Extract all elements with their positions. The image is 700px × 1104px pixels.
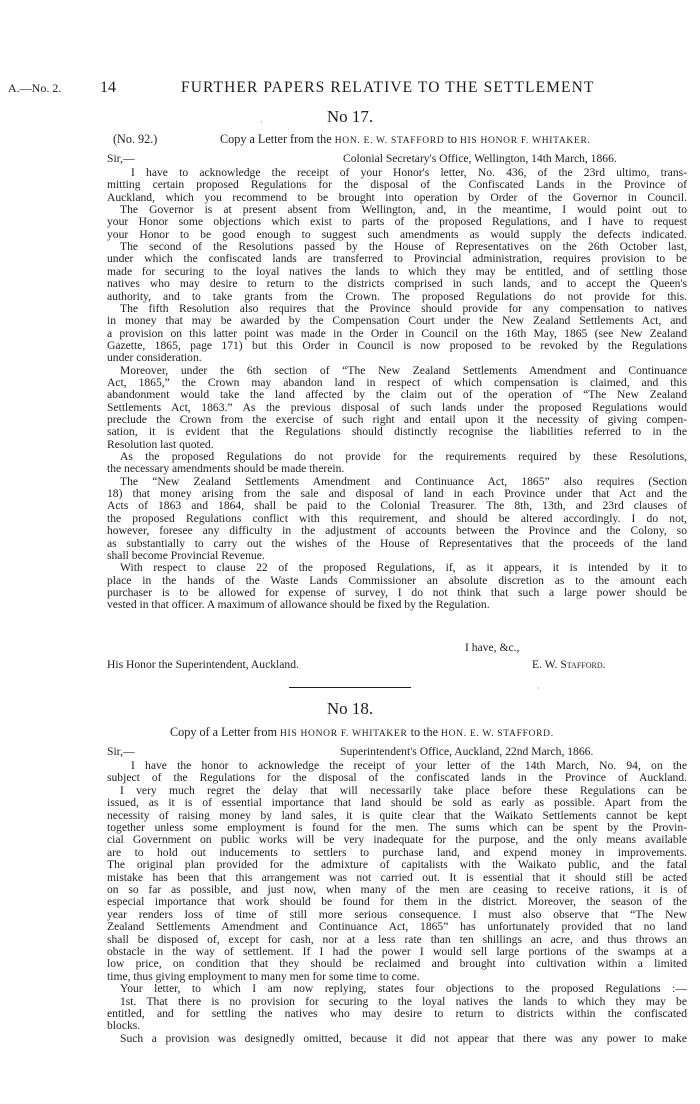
body-line: Settlements Act, 1863.” As the previous disposal of such lands under the proposed Regulations would bbox=[107, 400, 687, 414]
body-line: Your letter, to which I am now replying, states four objections to the proposed Regulations :— bbox=[120, 982, 687, 996]
body-line: on so far as possible, and just now, when many of the men are ceasing to receive rations, it is of bbox=[107, 883, 687, 896]
body-line: I very much regret the delay that will necessarily take place before these Regulations can be bbox=[120, 783, 687, 797]
running-title: FURTHER PAPERS RELATIVE TO THE SETTLEMENT bbox=[181, 79, 595, 96]
body-line: Acts of 1863 and 1864, shall be paid to the Colonial Treasurer. The 8th, 13th, and 23rd clauses of bbox=[107, 499, 687, 513]
body-line: the proposed Regulations conflict with this requirement, and should be altered accordingly. I do not, bbox=[107, 511, 687, 525]
body-line: 1st. That there is no provision for securing to the loyal natives the lands to which they may be bbox=[120, 994, 687, 1008]
body-line: preclude the Crown from the exercise of such right and entail upon it the necessity of giving compen- bbox=[107, 413, 687, 426]
body-line: The “New Zealand Settlements Amendment and Continuance Act, 1865” also requires (Section bbox=[120, 474, 687, 488]
body-line: necessity of raising money by land sales, it is quite clear that the Waikato Settlements cannot be kept bbox=[107, 808, 687, 822]
stray-mark: · bbox=[537, 684, 540, 693]
body-line: under consideration. bbox=[107, 351, 202, 365]
body-line: your Honor some objections which exist to parts of the proposed Regulations, and I have to request bbox=[107, 215, 687, 229]
body-line: as substantially to carry out the wishes of the House of Representatives that the proceeds of the land bbox=[107, 536, 687, 550]
body-line: abandonment would take the land affected by the claim out of the operation of “The New Zealand bbox=[107, 388, 687, 402]
body-line: issued, as it is of essential importance that land should be sold as early as possible. Apart from the bbox=[107, 796, 687, 810]
body-line: however, foresee any difficulty in the adjustment of accounts between the Province and the Colony, so bbox=[107, 524, 687, 538]
stray-mark: · bbox=[260, 118, 263, 127]
letter-17-caption: Copy a Letter from the HON. E. W. STAFFORD to HIS HONOR F. WHITAKER. bbox=[220, 132, 591, 146]
body-line: The fifth Resolution also requires that the Province should provide for any compensation to natives bbox=[120, 301, 687, 315]
body-line: cial Government on public works will be very inadequate for the purpose, and the only means available bbox=[107, 833, 687, 847]
body-line: I have the honor to acknowledge the receipt of your letter of the 14th March, No. 94, on the bbox=[131, 759, 687, 772]
body-line: With respect to clause 22 of the proposed Regulations, if, as it appears, it is intended by it to bbox=[120, 561, 687, 575]
letter-18-salutation: Sir,— bbox=[107, 745, 135, 758]
body-line: Zealand Settlements Amendment and Continuance Act, 1865” has unfortunately provided that no land bbox=[107, 920, 687, 934]
body-line: the necessary amendments should be made therein. bbox=[107, 462, 345, 476]
body-line: Moreover, under the 6th section of “The New Zealand Settlements Amendment and Continuance bbox=[120, 363, 687, 377]
letter-17-from: HON. E. W. STAFFORD bbox=[334, 136, 445, 146]
body-line: in money that may be awarded by the Compensation Court under the New Zealand Settlements Act, and bbox=[107, 314, 687, 328]
body-line: made for securing to the loyal natives the lands to which they may be entitled, and of settling those bbox=[107, 264, 687, 278]
letter-number-18: No 18. bbox=[326, 699, 374, 718]
body-line: shall become Provincial Revenue. bbox=[107, 548, 265, 562]
body-line: together unless some employment is found for the men. The sums which can be spent by the Provin- bbox=[107, 821, 687, 834]
body-line: shall be disposed of, except for cash, nor at a less rate than ten shillings an acre, and thus throws an bbox=[107, 932, 687, 946]
letter-number-17: No 17. bbox=[326, 107, 374, 126]
body-line: time, thus giving employment to many men for some time to come. bbox=[107, 969, 420, 983]
body-line: mistake has been that this arrangement was not carried out. It is essential that it should still be acted bbox=[107, 870, 687, 884]
letter-17-ref: (No. 92.) bbox=[113, 132, 158, 146]
letter-18-to: HON. E. W. STAFFORD. bbox=[441, 729, 554, 739]
body-line: purchaser is to be allowed for expense of survey, I do not think that such a large power should be bbox=[107, 585, 687, 599]
body-line: your Honor to be good enough to suggest such amendments as would supply the defects indicated. bbox=[107, 227, 687, 241]
body-line: 18) that money arising from the sale and disposal of land in each Province under that Act and the bbox=[107, 487, 687, 501]
body-line: The original plan provided for the admixture of capitalists with the Waikato public, and the fatal bbox=[107, 858, 687, 872]
page-number: 14 bbox=[100, 79, 116, 96]
body-line: year renders loss of time of still more serious consequence. I must also observe that “The New bbox=[107, 907, 687, 921]
body-line: especial importance that work should be found for them in the district. Moreover, the season of the bbox=[107, 895, 687, 909]
body-line: Resolution last quoted. bbox=[107, 437, 214, 451]
body-line: vested in that officer. A maximum of allowance should be fixed by the Regulation. bbox=[107, 598, 490, 612]
letter-18-caption: Copy of a Letter from HIS HONOR F. WHITAKER to the HON. E. W. STAFFORD. bbox=[170, 725, 554, 739]
letter-17-to: HIS HONOR F. WHITAKER. bbox=[459, 136, 591, 146]
body-line: I have to acknowledge the receipt of your Honor's letter, No. 436, of the 23rd ultimo, trans- bbox=[131, 166, 687, 179]
body-line: under which the confiscated lands are transferred to Provincial administration, requires provision to be bbox=[107, 252, 687, 266]
body-line: Act, 1865,” the Crown may abandon land in respect of which compensation is claimed, and this bbox=[107, 375, 687, 389]
body-line: mitting certain proposed Regulations for the disposal of the Confiscated Lands in the Province of bbox=[107, 178, 687, 192]
body-line: Such a provision was designedly omitted, because it did not appear that there was any power to make bbox=[120, 1031, 687, 1045]
body-line: subject of the Regulations for the disposal of the confiscated lands in the Province of Auckland. bbox=[107, 771, 687, 785]
body-line: place in the hands of the Waste Lands Commissioner an absolute discretion as to the amount each bbox=[107, 573, 687, 587]
running-head bbox=[8, 79, 688, 101]
body-line: Auckland, which you recommend to be brought into operation by Order of the Governor in Council. bbox=[107, 190, 687, 204]
body-line: obstacle in the way of settlement. If I had the power I would sell large portions of the swamps at a bbox=[107, 945, 687, 958]
letter-17-address: Colonial Secretary's Office, Wellington, 14th March, 1866. bbox=[343, 152, 617, 165]
letter-17-salutation: Sir,— bbox=[107, 152, 135, 165]
body-line: The Governor is at present absent from Wellington, and, in the meantime, I would point out to bbox=[120, 203, 687, 217]
body-line: are to hold out inducements to settlers to purchase land, and expend money in improvements. bbox=[107, 845, 687, 859]
letter-17-addressee: His Honor the Superintendent, Auckland. bbox=[107, 658, 299, 671]
body-line: The second of the Resolutions passed by the House of Representatives on the 26th October last, bbox=[120, 240, 687, 254]
body-line: entitled, and for settling the natives who may desire to return to districts within the confiscated bbox=[107, 1007, 687, 1020]
body-line: authority, and to take grants from the Crown. The proposed Regulations do not provide for this. bbox=[107, 289, 687, 303]
body-line: As the proposed Regulations do not provide for the requirements required by these Resolutions, bbox=[120, 450, 687, 464]
body-line: blocks. bbox=[107, 1019, 141, 1033]
series-number: A.—No. 2. bbox=[8, 81, 62, 95]
body-line: sation, it is evident that the Regulations should distinctly recognise the liabilities referred to in the bbox=[107, 425, 687, 439]
letter-18-address: Superintendent's Office, Auckland, 22nd March, 1866. bbox=[340, 745, 594, 758]
letter-17-closing: I have, &c., bbox=[465, 641, 520, 654]
section-divider bbox=[289, 687, 411, 688]
body-line: low price, on condition that they should be reclaimed and brought into cultivation within a limited bbox=[107, 957, 687, 971]
body-line: natives who may desire to return to the districts comprised in such lands, and to accept the Queen's bbox=[107, 277, 687, 291]
letter-17-signature: E. W. Stafford. bbox=[532, 658, 606, 671]
letter-18-from: HIS HONOR F. WHITAKER bbox=[280, 729, 408, 739]
body-line: a provision on this latter point was made in the Order in Council on the 16th May, 1865 (see New Zealand bbox=[107, 326, 687, 340]
body-line: Gazette, 1865, page 171) but this Order in Council is now proposed to be revoked by the Regulations bbox=[107, 338, 687, 352]
